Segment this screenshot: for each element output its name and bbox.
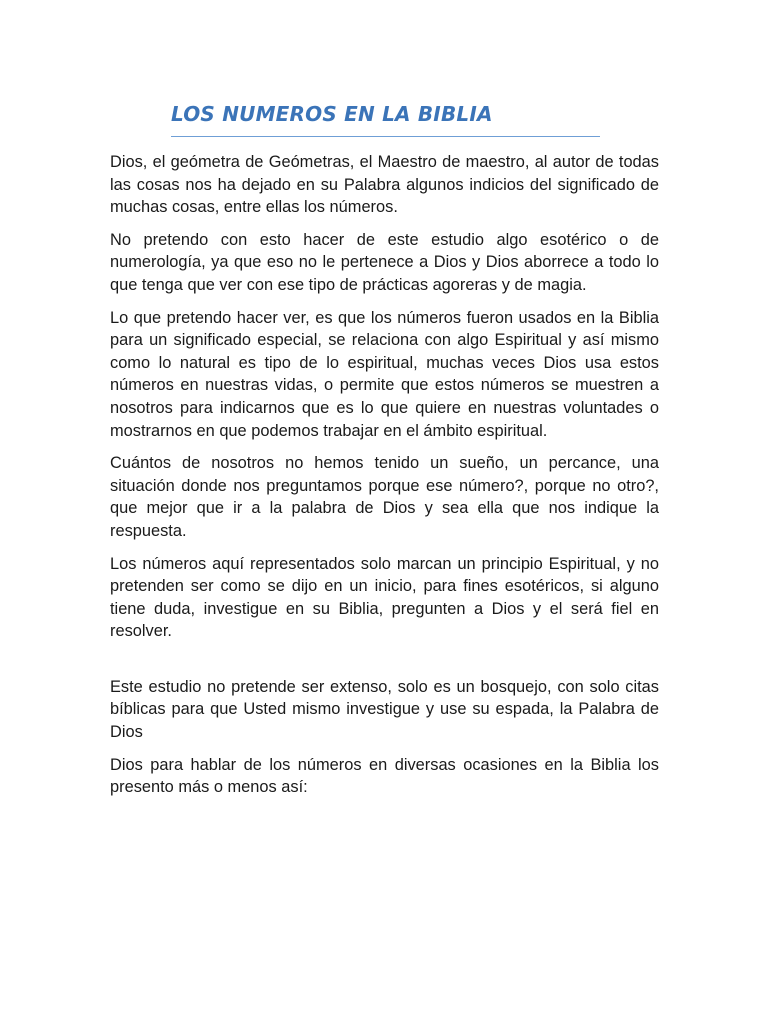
paragraph-closing: Dios para hablar de los números en diversas ocasiones en la Biblia los presento más o menos así:	[110, 755, 659, 797]
paragraph-disclaimer: No pretendo con esto hacer de este estudio algo esotérico o de numerología, ya que eso no le pertenece a Dios y Dios aborrece a todo lo que tenga que ver con ese tipo de prácticas agoreras y de magia.	[110, 230, 659, 294]
title-underline	[171, 136, 600, 137]
paragraph-intro: Dios, el geómetra de Geómetras, el Maestro de maestro, al autor de todas las cosas nos ha dejado en su Palabra algunos indicios del significado de muchas cosas, entre ellas los números.	[110, 153, 659, 217]
paragraph-question: Cuántos de nosotros no hemos tenido un sueño, un percance, una situación donde nos preguntamos porque ese número?, porque no otro?, que mejor que ir a la palabra de Dios y sea ella que nos indique la respuesta.	[110, 454, 659, 540]
document-body	[110, 151, 659, 809]
paragraph-purpose: Lo que pretendo hacer ver, es que los números fueron usados en la Biblia para un significado especial, se relaciona con algo Espiritual y así mismo como lo natural es tipo de lo espiritual, muchas veces Dios usa estos números en nuestras vidas, o permite que estos números se muestren a nosotros para indicarnos que es lo que quiere en nuestras voluntades o mostrarnos en que podemos trabajar en el ámbito espiritual.	[110, 308, 659, 440]
paragraph-principle: Los números aquí representados solo marcan un principio Espiritual, y no pretenden ser como se dijo en un inicio, para fines esotéricos, si alguno tiene duda, investigue en su Biblia, pregunten a Dios y el será fiel en resolver.	[110, 554, 659, 641]
document-title: LOS NUMEROS EN LA BIBLIA	[171, 102, 493, 126]
paragraph-scope: Este estudio no pretende ser extenso, solo es un bosquejo, con solo citas bíblicas para que Usted mismo investigue y use su espada, la Palabra de Dios	[110, 677, 659, 742]
